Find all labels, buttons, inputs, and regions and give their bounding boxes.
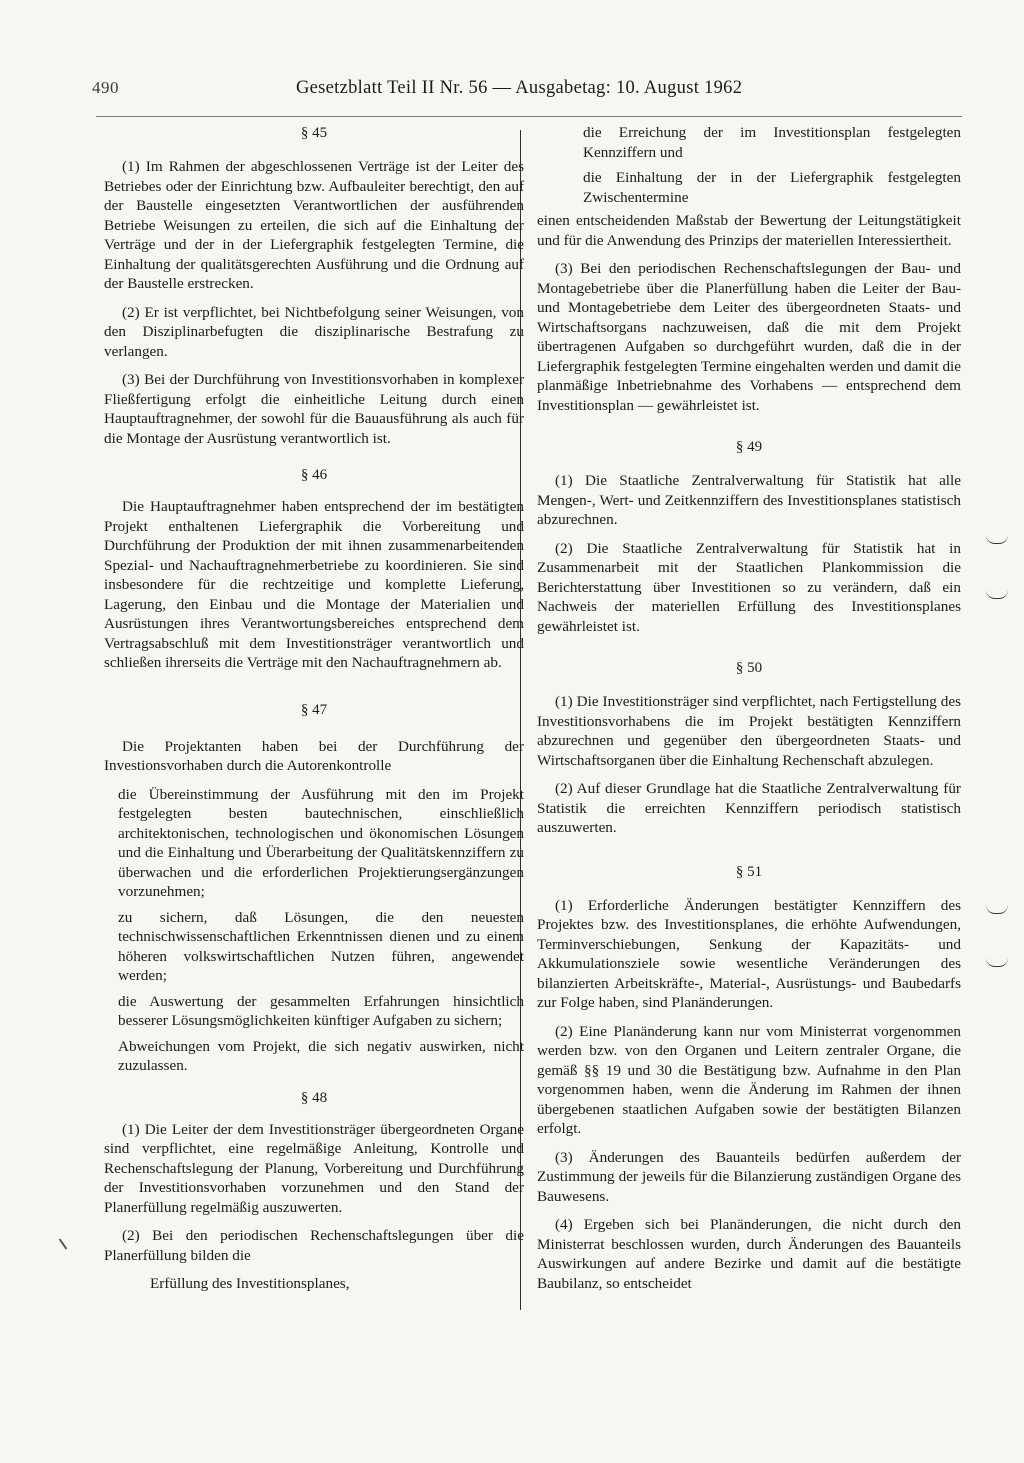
s51-paragraph-2: (2) Eine Planänderung kann nur vom Ministerrat vorgenommen werden bzw. von den Organen und Leitern zentraler Organe, die gemäß §§ 19 und 30 die Bestätigung bzw. Aufnahme in den Plan vorgenommen haben, wenn die Änderung im Rahmen der ihnen übergebenen staatlichen Aufgaben sowie der bestätigten Bilanzen erfolgt. — [537, 1022, 961, 1137]
s45-paragraph-3: (3) Bei der Durchführung von Investitionsvorhaben in komplexer Fließfertigung erfolgt die einheitliche Leitung durch einen Hauptauftragnehmer, der sowohl für die Bauausführung als auch für die Montage der Ausrüstung verantwortlich ist. — [104, 371, 524, 447]
left-column — [104, 123, 524, 1294]
s46-paragraph-1: Die Hauptauftragnehmer haben entsprechend der im bestätigten Projekt enthaltenen Liefergraphik die Vorbereitung und Durchführung der Produktion der mit ihnen zusammenarbeitenden Spezial- und Nachauftragnehmerbetriebe zu koordinieren. Sie sind insbesondere für die rechtzeitige und komplette Lieferung, Lagerung, den Einbau und die Montage der Materialien und Ausrüstungen ihres Verantwortungsbereiches entsprechend dem Vertragsabschluß mit dem Investitionsträger verantwortlich und schließen ihrerseits die Verträge mit den Nachauftragnehmern ab. — [104, 498, 524, 671]
right-column — [537, 123, 961, 1293]
section-heading-45: § 45 — [300, 125, 328, 141]
scan-speck — [59, 1239, 68, 1250]
s47-item-4: Abweichungen vom Projekt, die sich negativ auswirken, nicht zuzulassen. — [118, 1037, 524, 1074]
gazette-title: Gesetzblatt Teil II Nr. 56 — Ausgabetag: 10. August 1962 — [296, 78, 743, 98]
s51-paragraph-3: (3) Änderungen des Bauanteils bedürfen außerdem der Zustimmung der jeweils für die Bilanzierung zuständigen Organe des Bauwesens. — [537, 1148, 961, 1205]
s45-paragraph-1: (1) Im Rahmen der abgeschlossenen Verträge ist der Leiter des Betriebes oder der Einrichtung bzw. Aufbauleiter berechtigt, den auf der Baustelle eingesetzten Verantwortlichen der ausführenden Betriebe Weisungen zu erteilen, die sich auf die Einhaltung der Verträge und der in der Liefergraphik festgelegten Termine, die Einhaltung der qualitätsgerechten Ausführung und die Ordnung auf der Baustelle erstrecken. — [104, 158, 524, 292]
s49-paragraph-2: (2) Die Staatliche Zentralverwaltung für Statistik hat in Zusammenarbeit mit der Staatlichen Plankommission die Berichterstattung über Investitionen so zu verändern, daß ein Nachweis der materiellen Erfüllung des Investitionsplanes gewährleistet ist. — [537, 539, 961, 635]
s50-paragraph-1: (1) Die Investitionsträger sind verpflichtet, nach Fertigstellung des Investitionsvorhabens die im Projekt bestätigten Kennziffern abzurechnen und gegenüber den übergeordneten Staats- und Wirtschaftsorganen über die Einhaltung Rechenschaft abzulegen. — [537, 693, 961, 769]
page-number: 490 — [92, 78, 119, 97]
s51-paragraph-4: (4) Ergeben sich bei Planänderungen, die nicht durch den Ministerrat beschlossen wurden, durch Änderungen des Bauanteils Auswirkungen auf andere Bezirke und damit auf die bestätigte Baubilanz, so entscheidet — [537, 1216, 961, 1292]
s48-paragraph-1: (1) Die Leiter der dem Investitionsträger übergeordneten Organe sind verpflichtet, eine regelmäßige Anleitung, Kontrolle und Rechenschaftslegung der Planung, Vorbereitung und Durchführung der Investitionsvorhaben vorzunehmen und den Stand der Planerfüllung regelmäßig auszuwerten. — [104, 1120, 524, 1216]
page-header — [0, 78, 1024, 104]
margin-mark — [986, 590, 1008, 599]
s48-item-1: Erfüllung des Investitionsplanes, — [150, 1275, 350, 1292]
s48-item-2: die Erreichung der im Investitionsplan festgelegten Kennziffern und — [583, 124, 961, 161]
s50-paragraph-2: (2) Auf dieser Grundlage hat die Staatliche Zentralverwaltung für Statistik die erreichten Kennziffern periodisch statistisch auszuwerten. — [537, 780, 961, 836]
s48-continuation: einen entscheidenden Maßstab der Bewertung der Leitungstätigkeit und für die Anwendung des Prinzips der materiellen Interessiertheit. — [537, 212, 961, 249]
margin-mark — [986, 535, 1008, 544]
section-heading-51: § 51 — [735, 863, 763, 880]
s51-paragraph-1: (1) Erforderliche Änderungen bestätigter Kennziffern des Projektes bzw. des Investitionsplanes, die erhöhte Aufwendungen, Terminverschiebungen, Senkung der Kapazitäts- und Akkumulationsziele sowie wesentliche Veränderungen des bilanzierten Arbeitskräfte-, Material-, Ausrüstungs- und Baubedarfs zur Folge haben, sind Planänderungen. — [537, 896, 961, 1011]
section-heading-48: § 48 — [300, 1089, 328, 1106]
section-heading-46: § 46 — [300, 467, 328, 483]
section-heading-49: § 49 — [735, 439, 763, 455]
s47-item-2: zu sichern, daß Lösungen, die den neuesten technischwissenschaftlichen Erkenntnissen dienen und zu einem höheren volkswirtschaftlichen Nutzen führen, angewendet werden; — [118, 908, 524, 984]
s47-item-1: die Übereinstimmung der Ausführung mit den im Projekt festgelegten besten bautechnischen, einschließlich architektonischen, technologischen und ökonomischen Lösungen und die Einhaltung und Überarbeitung der Qualitätskennziffern zu überwachen und die erforderlichen Projektierungsergänzungen vorzunehmen; — [118, 785, 524, 900]
section-heading-47: § 47 — [300, 701, 328, 718]
s49-paragraph-1: (1) Die Staatliche Zentralverwaltung für Statistik hat alle Mengen-, Wert- und Zeitkennziffern des Investitionsplanes statistisch abzurechnen. — [537, 472, 961, 528]
s48-item-3: die Einhaltung der in der Liefergraphik festgelegten Zwischentermine — [583, 169, 961, 206]
s47-intro: Die Projektanten haben bei der Durchführung der Investionsvorhaben durch die Autorenkontrolle — [104, 737, 524, 774]
s47-item-3: die Auswertung der gesammelten Erfahrungen hinsichtlich besserer Lösungsmöglichkeiten künftiger Aufgaben zu sichern; — [118, 992, 524, 1029]
section-heading-50: § 50 — [735, 660, 763, 676]
s45-paragraph-2: (2) Er ist verpflichtet, bei Nichtbefolgung seiner Weisungen, von den Disziplinarbefugten die disziplinarische Bestrafung zu verlangen. — [104, 303, 524, 360]
margin-mark — [986, 905, 1008, 914]
s48-paragraph-3: (3) Bei den periodischen Rechenschaftslegungen der Bau- und Montagebetriebe über die Planerfüllung haben die Leiter der Bau- und Montagebetriebe dem Leiter des übergeordneten Staats- und Wirtschaftsorgans nachzuweisen, daß die mit dem Projekt übertragenen Aufgaben so durchgeführt wurden, daß die in der Liefergraphik festgelegten Termine eingehalten werden und damit die planmäßige Inbetriebnahme des Vorhabens — entsprechend dem Investitionsplan — gewährleistet ist. — [537, 260, 961, 414]
header-rule — [96, 116, 962, 117]
margin-mark — [986, 958, 1008, 967]
s48-paragraph-2: (2) Bei den periodischen Rechenschaftslegungen über die Planerfüllung bilden die — [104, 1227, 524, 1264]
